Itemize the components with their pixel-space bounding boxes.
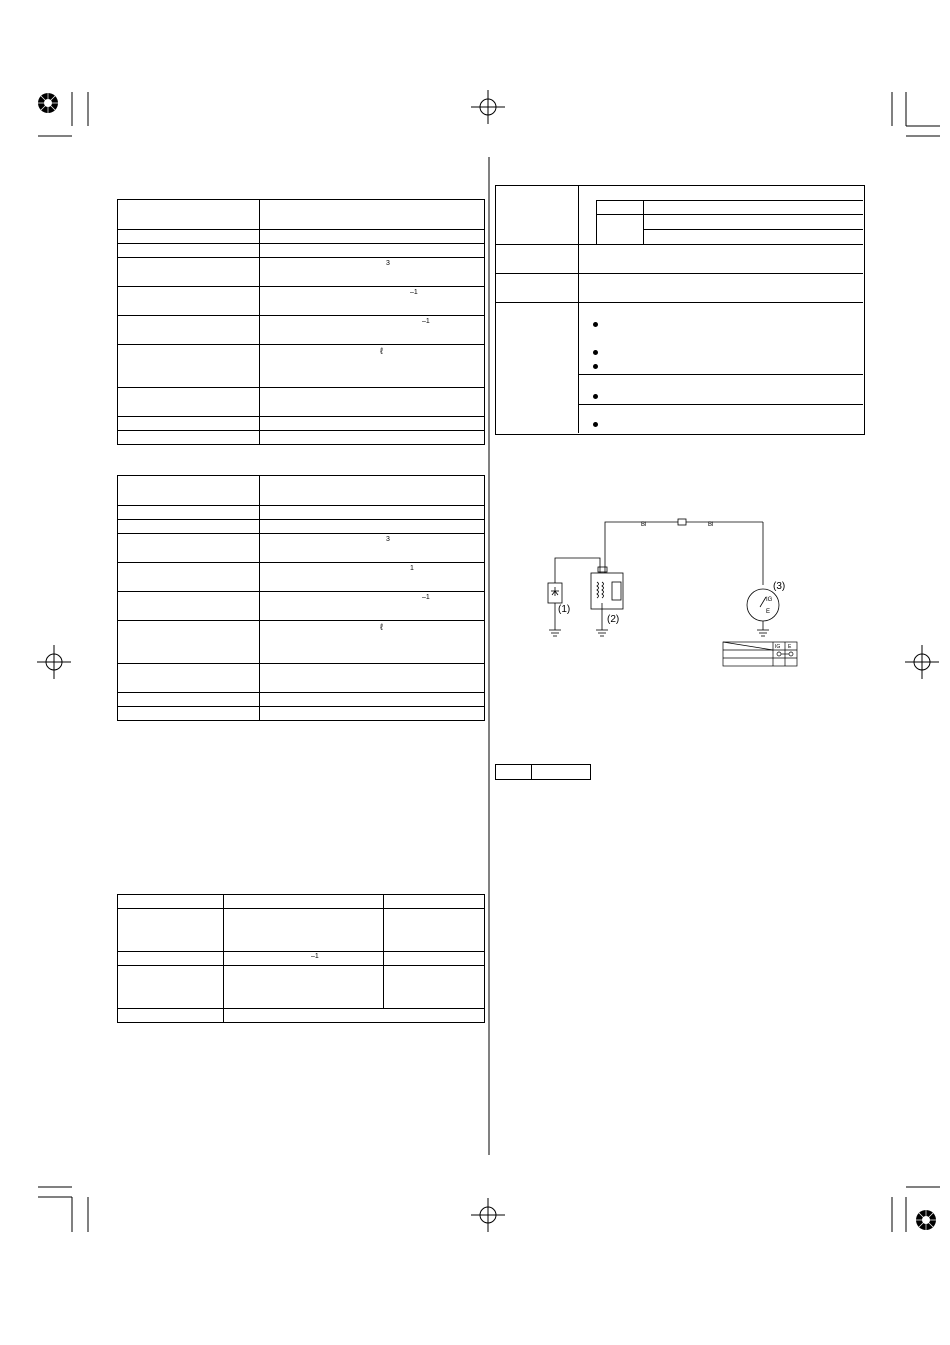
table-row: [118, 664, 485, 693]
wire-label: Bl: [708, 522, 714, 528]
liter-symbol: ℓ: [380, 622, 383, 632]
switch-icon: [747, 589, 779, 621]
bullet-icon: [593, 350, 598, 355]
table-row: [118, 952, 485, 966]
table-row: [118, 621, 485, 664]
table-row: [118, 506, 485, 520]
table-row: [118, 345, 485, 388]
superscript: 3: [386, 260, 390, 267]
table-row: [118, 563, 485, 592]
table-row: [118, 244, 485, 258]
bullet-icon: [593, 422, 598, 427]
superscript: 1: [410, 565, 414, 572]
superscript: –1: [422, 318, 430, 325]
crosshair-icon-top: [471, 90, 505, 124]
table-row: [118, 316, 485, 345]
table-row: [118, 258, 485, 287]
wire-label: Bl: [641, 522, 647, 528]
registration-target-icon-bottom-right: [916, 1210, 936, 1230]
superscript: –1: [311, 953, 319, 960]
callout-label: (3): [773, 581, 786, 592]
table-row: [118, 534, 485, 563]
spec-table-2: [117, 475, 485, 721]
table-row: [118, 693, 485, 707]
superscript: –1: [410, 289, 418, 296]
bullet-icon: [593, 364, 598, 369]
liter-symbol: ℓ: [380, 346, 383, 356]
table-row: [118, 966, 485, 1009]
callout-label: (2): [607, 614, 620, 625]
callout-label: (1): [558, 604, 571, 615]
terminal-label: E: [766, 609, 771, 615]
table-row: [118, 1009, 485, 1023]
superscript: –1: [422, 594, 430, 601]
wiring-diagram: [530, 505, 820, 675]
table-row: [118, 895, 485, 909]
table-row: [118, 287, 485, 316]
table-row: [118, 520, 485, 534]
table-row: [118, 431, 485, 445]
diagnosis-table: [495, 185, 865, 435]
crosshair-icon-bottom: [471, 1198, 505, 1232]
continuity-header: E: [788, 644, 792, 650]
bullet-icon: [593, 394, 598, 399]
relay-icon: [591, 573, 623, 609]
spec-table-3: [117, 894, 485, 1023]
crop-mark-top-right: [892, 92, 940, 136]
terminal-label: IG: [766, 597, 773, 603]
table-row: [118, 476, 485, 506]
table-row: [118, 230, 485, 244]
table-row: [118, 200, 485, 230]
continuity-header: IG: [775, 644, 781, 650]
table-row: [118, 592, 485, 621]
table-row: [118, 909, 485, 952]
crosshair-icon-left: [37, 645, 71, 679]
continuity-table: [723, 642, 797, 666]
superscript: 3: [386, 536, 390, 543]
table-row: [118, 388, 485, 417]
crosshair-icon-right: [905, 645, 939, 679]
bullet-icon: [593, 322, 598, 327]
table-row: [118, 417, 485, 431]
registration-target-icon-top-left: [38, 93, 58, 113]
table-row: [118, 707, 485, 721]
crop-mark-bottom-left: [38, 1187, 88, 1232]
small-table: [495, 764, 591, 780]
spec-table-1: [117, 199, 485, 445]
